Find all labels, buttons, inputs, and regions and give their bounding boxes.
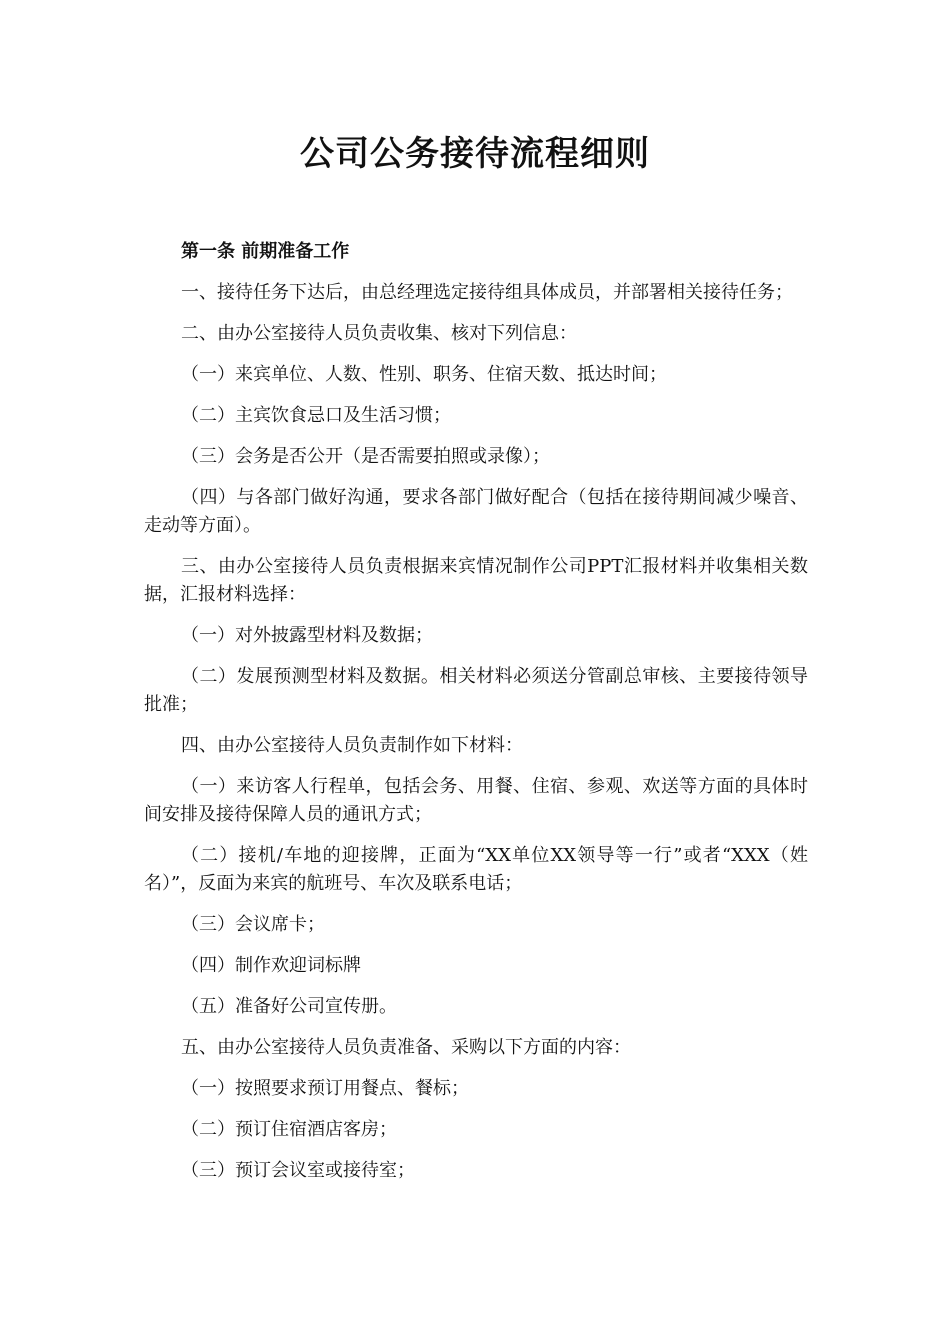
paragraph: （一）对外披露型材料及数据； [181, 625, 433, 646]
paragraph: （二）发展预测型材料及数据。相关材料必须送分管副总审核、主要接待领导批准； [144, 666, 808, 715]
document-body [144, 238, 808, 1198]
paragraph: 三、由办公室接待人员负责根据来宾情况制作公司PPT汇报材料并收集相关数据，汇报材料选择： [144, 556, 808, 605]
paragraph: 四、由办公室接待人员负责制作如下材料： [181, 735, 523, 756]
paragraph: （四）与各部门做好沟通，要求各部门做好配合（包括在接待期间减少噪音、走动等方面）。 [144, 487, 808, 536]
paragraph: （四）制作欢迎词标牌 [181, 955, 361, 976]
paragraph: （一）按照要求预订用餐点、餐标； [181, 1078, 469, 1099]
paragraph: （二）预订住宿酒店客房； [181, 1119, 397, 1140]
paragraph: 一、接待任务下达后，由总经理选定接待组具体成员，并部署相关接待任务； [181, 282, 793, 303]
document-title: 公司公务接待流程细则 [300, 134, 650, 174]
paragraph: （二）主宾饮食忌口及生活习惯； [181, 405, 451, 426]
paragraph: 二、由办公室接待人员负责收集、核对下列信息： [181, 323, 577, 344]
paragraph: （三）会议席卡； [181, 914, 325, 935]
paragraph: （二）接机/车地的迎接牌，正面为“XX单位XX领导等一行”或者“XXX（姓名）”，反面为来宾的航班号、车次及联系电话； [144, 845, 808, 894]
paragraph: （三）预订会议室或接待室； [181, 1160, 415, 1181]
paragraph: 五、由办公室接待人员负责准备、采购以下方面的内容： [181, 1037, 631, 1058]
article-heading: 第一条 前期准备工作 [181, 241, 350, 262]
paragraph: （一）来访客人行程单，包括会务、用餐、住宿、参观、欢送等方面的具体时间安排及接待保障人员的通讯方式； [144, 776, 808, 825]
paragraph: （三）会务是否公开（是否需要拍照或录像）； [181, 446, 550, 467]
paragraph: （一）来宾单位、人数、性别、职务、住宿天数、抵达时间； [181, 364, 667, 385]
paragraph: （五）准备好公司宣传册。 [181, 996, 397, 1017]
